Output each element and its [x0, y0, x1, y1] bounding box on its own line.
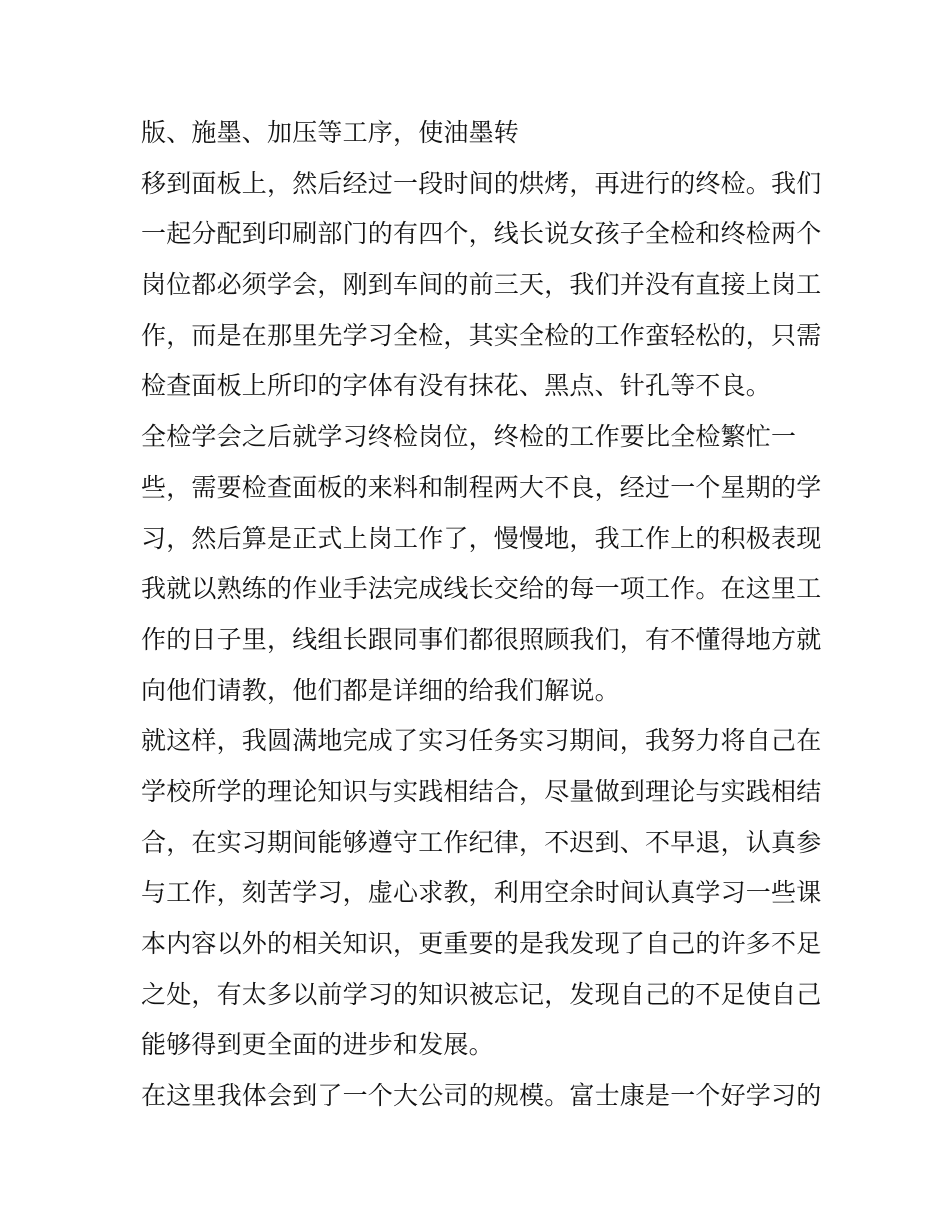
- body-text: [141, 108, 821, 1122]
- text-line: 能够得到更全面的进步和发展。: [141, 1030, 494, 1060]
- text-line: 学校所学的理论知识与实践相结合，尽量做到理论与实践相结: [141, 776, 822, 806]
- text-line: 全检学会之后就学习终检岗位，终检的工作要比全检繁忙一: [141, 422, 797, 452]
- text-line: 本内容以外的相关知识，更重要的是我发现了自己的许多不足: [141, 929, 822, 958]
- text-line: 移到面板上，然后经过一段时间的烘烤，再进行的终检。我们: [141, 168, 822, 198]
- text-line: 就这样，我圆满地完成了实习任务实习期间，我努力将自己在: [141, 726, 822, 756]
- text-line: 之处，有太多以前学习的知识被忘记，发现自己的不足使自己: [141, 979, 822, 1009]
- text-line: 版、施墨、加压等工序，使油墨转: [141, 118, 520, 147]
- text-line: 与工作，刻苦学习，虚心求教，利用空余时间认真学习一些课: [141, 878, 822, 908]
- text-line: 岗位都必须学会，刚到车间的前三天，我们并没有直接上岗工: [141, 270, 822, 300]
- text-line: 一起分配到印刷部门的有四个，线长说女孩子全检和终检两个: [141, 219, 822, 249]
- text-line: 些，需要检查面板的来料和制程两大不良，经过一个星期的学: [141, 472, 822, 502]
- text-line: 我就以熟练的作业手法完成线长交给的每一项工作。在这里工: [141, 574, 822, 604]
- text-line: 作的日子里，线组长跟同事们都很照顾我们，有不懂得地方就: [141, 624, 822, 654]
- text-line: 习，然后算是正式上岗工作了，慢慢地，我工作上的积极表现: [141, 523, 822, 553]
- text-line: 检查面板上所印的字体有没有抹花、黑点、针孔等不良。: [141, 371, 772, 401]
- text-line: 合，在实习期间能够遵守工作纪律，不迟到、不早退，认真参: [141, 827, 822, 857]
- text-line: 作，而是在那里先学习全检，其实全检的工作蛮轻松的，只需: [141, 320, 822, 350]
- text-line: 在这里我体会到了一个大公司的规模。富士康是一个好学习的: [141, 1081, 822, 1111]
- text-line: 向他们请教，他们都是详细的给我们解说。: [141, 675, 620, 705]
